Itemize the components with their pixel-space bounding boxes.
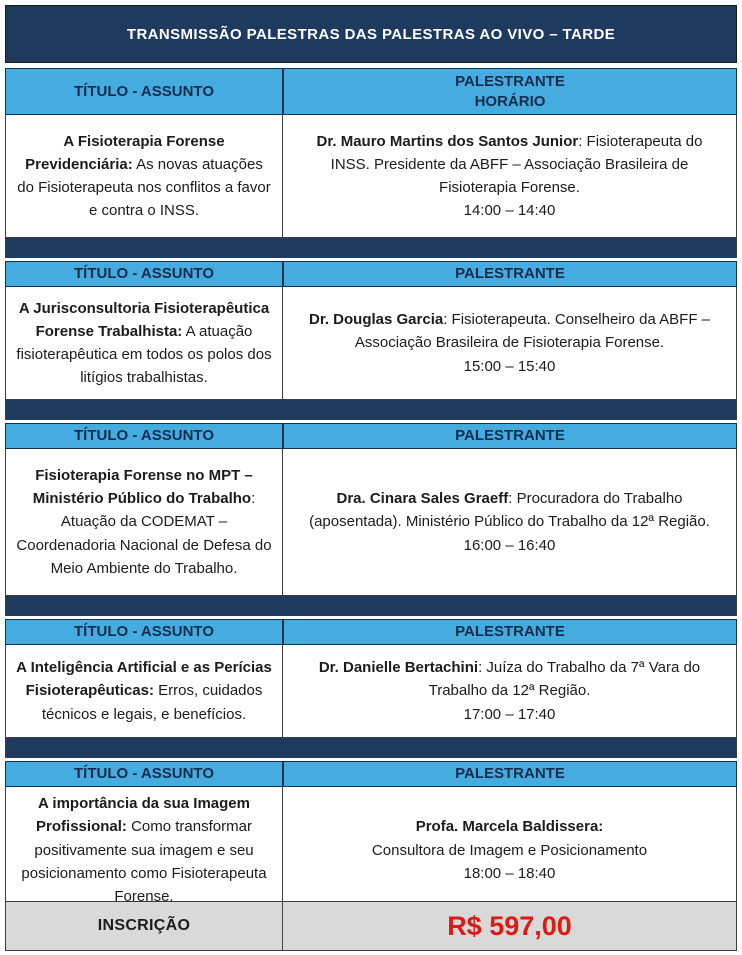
topic-title: A Jurisconsultoria Fisioterapêutica Forense Trabalhista:	[18, 299, 270, 340]
session-5-row	[5, 787, 737, 905]
price-value: R$ 597,00	[282, 902, 736, 950]
topic-description: Como transformar positivamente sua imagem e seu posicionamento como Fisioterapeuta Forense.	[21, 818, 267, 905]
session-3-topic-cell	[6, 449, 282, 595]
speaker-name: Dr. Danielle Bertachini	[318, 659, 479, 677]
column-header-titulo-assunto: TÍTULO - ASSUNTO	[74, 265, 214, 282]
section-separator	[5, 738, 737, 758]
session-4-row	[5, 645, 737, 738]
speaker-description: : Fisioterapeuta. Conselheiro da ABFF – Associação Brasileira de Fisioterapia Forense.	[354, 311, 711, 352]
column-header-palestrante: PALESTRANTE	[282, 762, 736, 786]
inscription-row	[5, 902, 737, 951]
session-1-header-row	[5, 68, 737, 115]
session-5-header-row	[5, 761, 737, 787]
session-3-speaker-cell	[282, 449, 736, 595]
section-separator	[5, 596, 737, 616]
session-time: 15:00 – 15:40	[463, 357, 556, 375]
session-4-header-row	[5, 619, 737, 645]
section-separator	[5, 238, 737, 258]
speaker-name: Profa. Marcela Baldissera:	[415, 818, 604, 836]
session-2-speaker-cell	[282, 287, 736, 399]
session-3-header-row	[5, 423, 737, 449]
column-header-palestrante: PALESTRANTE	[282, 620, 736, 644]
session-2-topic-cell	[6, 287, 282, 399]
speaker-description: : Fisioterapeuta do INSS. Presidente da ABFF – Associação Brasileira de Fisioterapia Forense.	[330, 132, 703, 196]
speaker-description: Consultora de Imagem e Posicionamento	[371, 841, 648, 859]
session-1-speaker-cell	[282, 115, 736, 237]
topic-description: A atuação fisioterapêutica em todos os polos dos litígios trabalhistas.	[16, 322, 272, 387]
speaker-name: Dr. Mauro Martins dos Santos Junior	[316, 132, 579, 150]
session-2-header-row	[5, 261, 737, 287]
session-5-speaker-cell	[282, 787, 736, 913]
topic-title: A Inteligência Artificial e as Perícias Fisioterapêuticas:	[16, 659, 272, 700]
session-5-topic-cell	[6, 787, 282, 913]
session-time: 17:00 – 17:40	[463, 705, 556, 723]
session-1-row	[5, 115, 737, 238]
session-4-topic-cell	[6, 645, 282, 737]
speaker-description: : Procuradora do Trabalho (aposentada). Ministério Público do Trabalho da 12ª Região.	[309, 490, 710, 531]
section-separator	[5, 400, 737, 420]
column-header-horario: HORÁRIO	[474, 92, 546, 110]
page-title: TRANSMISSÃO PALESTRAS DAS PALESTRAS AO VIVO – TARDE	[5, 5, 737, 63]
session-2-row	[5, 287, 737, 400]
column-header-palestrante-horario	[282, 69, 736, 114]
session-4-speaker-cell	[282, 645, 736, 737]
topic-description: Erros, cuidados técnicos e legais, e benefícios.	[41, 682, 263, 723]
column-header-titulo-assunto: TÍTULO - ASSUNTO	[74, 82, 214, 100]
session-3-row	[5, 449, 737, 596]
session-1-topic-cell	[6, 115, 282, 237]
column-header-palestrante: PALESTRANTE	[282, 262, 736, 286]
column-header-titulo-assunto: TÍTULO - ASSUNTO	[74, 623, 214, 640]
column-header-palestrante: PALESTRANTE	[282, 424, 736, 448]
column-header-palestrante: PALESTRANTE	[455, 72, 565, 90]
topic-title: A importância da sua Imagem Profissional:	[36, 795, 250, 836]
topic-description: : Atuação da CODEMAT – Coordenadoria Nacional de Defesa do Meio Ambiente do Trabalho.	[16, 490, 272, 577]
topic-title: A Fisioterapia Forense Previdenciária:	[25, 132, 225, 173]
session-time: 16:00 – 16:40	[463, 536, 556, 554]
column-header-titulo-assunto: TÍTULO - ASSUNTO	[74, 427, 214, 444]
topic-description: As novas atuações do Fisioterapeuta nos conflitos a favor e contra o INSS.	[17, 155, 271, 220]
speaker-name: Dr. Douglas Garcia	[308, 311, 444, 329]
speaker-description: : Juíza do Trabalho da 7ª Vara do Trabalho da 12ª Região.	[428, 659, 701, 700]
session-time: 14:00 – 14:40	[463, 202, 556, 220]
topic-title: Fisioterapia Forense no MPT – Ministério Público do Trabalho	[32, 466, 253, 508]
inscription-label: INSCRIÇÃO	[97, 917, 191, 934]
speaker-name: Dra. Cinara Sales Graeff	[336, 490, 509, 508]
column-header-titulo-assunto: TÍTULO - ASSUNTO	[74, 765, 214, 782]
session-time: 18:00 – 18:40	[463, 864, 556, 882]
